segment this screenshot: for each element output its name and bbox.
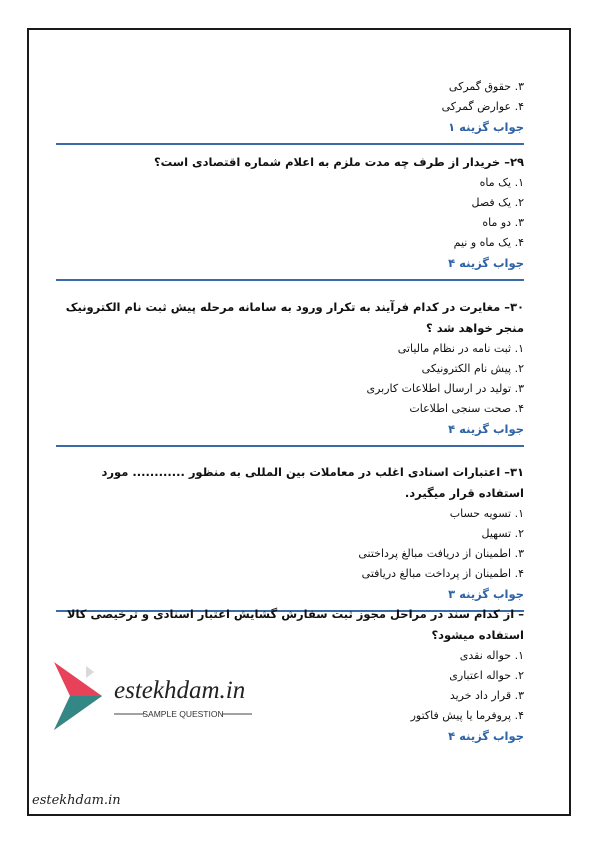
option-2: ۲. پیش نام الکترونیکی [421, 362, 524, 375]
question-28-tail [56, 77, 524, 152]
option-4: ۴. پروفرما یا پیش فاکتور [410, 709, 524, 722]
question-text: ۳۱– اعتبارات اسنادی اغلب در معاملات بین المللی به منظور ............ مورد استفاده قرار میگیرد. [101, 465, 524, 500]
divider [56, 445, 524, 447]
option-4: ۴. اطمینان از پرداخت مبالغ دریافتی [361, 567, 524, 580]
footer-site: estekhdam.in [32, 793, 121, 808]
logo-arrow-icon [50, 656, 280, 736]
answer-label: جواب گزینه ۴ [448, 422, 524, 436]
option-3: ۳. تولید در ارسال اطلاعات کاربری [366, 382, 524, 395]
option-2: ۲. یک فصل [471, 196, 524, 209]
divider [56, 143, 524, 145]
question-text: ۲۹– خریدار از طرف چه مدت ملزم به اعلام شماره اقتصادی است؟ [153, 155, 524, 169]
option-2: ۲. تسهیل [481, 527, 524, 540]
option-4: ۴. صحت سنجی اطلاعات [409, 402, 524, 415]
option-3: ۳. اطمینان از دریافت مبالغ پرداختنی [358, 547, 524, 560]
answer-label: جواب گزینه ۴ [448, 256, 524, 270]
option-4: ۴. عوارض گمرکی [441, 100, 524, 113]
option-2: ۲. حواله اعتباری [449, 669, 524, 682]
watermark-logo [50, 656, 280, 736]
option-1: ۱. حواله نقدی [459, 649, 524, 662]
option-3: ۳. حقوق گمرکی [448, 80, 524, 93]
option-1: ۱. تسویه حساب [449, 507, 524, 520]
question-text: – از کدام سند در مراحل مجوز ثبت سفارش گشایش اعتبار اسنادی و ترخیصی کالا استفاده میشود؟ [66, 607, 524, 642]
question-30 [56, 297, 524, 454]
question-29 [56, 152, 524, 288]
divider [56, 279, 524, 281]
option-1: ۱. یک ماه [479, 176, 524, 189]
answer-label: جواب گزینه ۱ [448, 120, 524, 134]
option-4: ۴. یک ماه و نیم [453, 236, 524, 249]
option-3: ۳. قرار داد خرید [449, 689, 524, 702]
question-text: ۳۰– مغایرت در کدام فرآیند به تکرار ورود به سامانه مرحله پیش ثبت نام الکترونیک منجر خواهد شد ؟ [65, 300, 524, 335]
answer-label: جواب گزینه ۳ [448, 587, 524, 601]
option-1: ۱. ثبت نامه در نظام مالیاتی [397, 342, 524, 355]
question-31 [56, 462, 524, 619]
logo-brand-text: estekhdam.in [114, 677, 246, 704]
option-3: ۳. دو ماه [482, 216, 524, 229]
answer-label: جواب گزینه ۴ [448, 729, 524, 743]
logo-tagline: SAMPLE QUESTION [142, 709, 224, 719]
